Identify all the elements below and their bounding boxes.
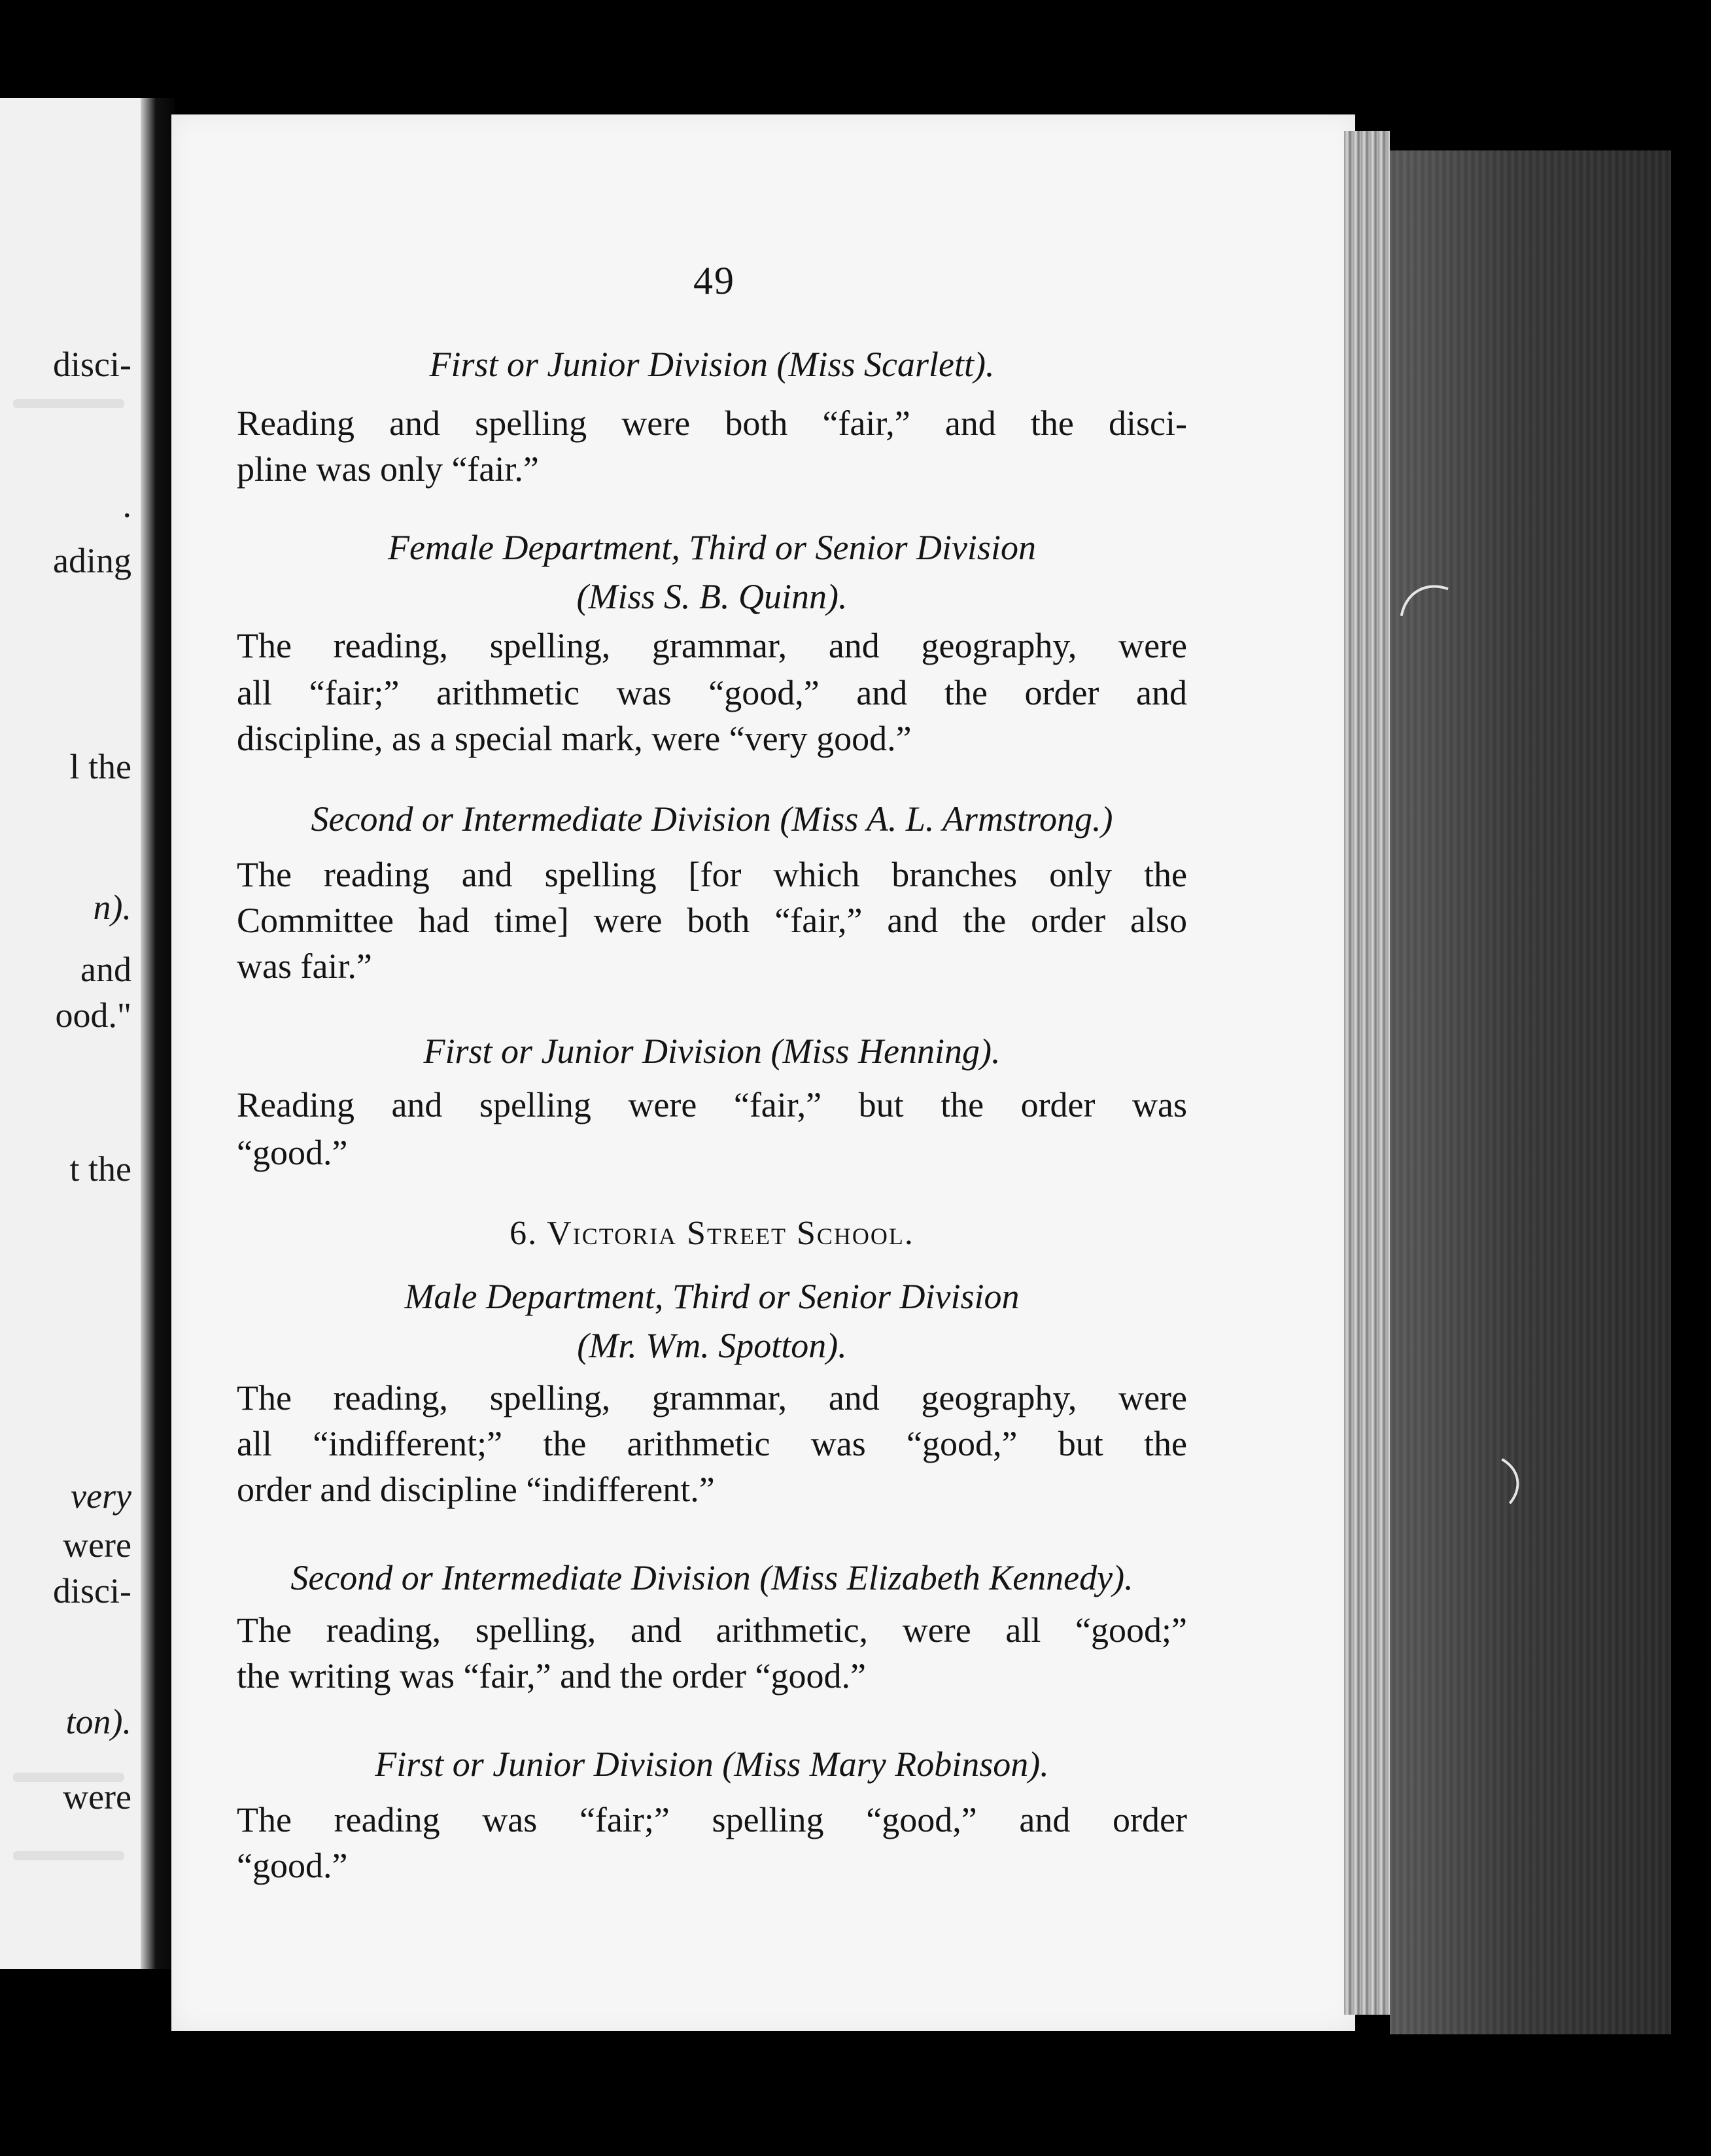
division-heading: Second or Intermediate Division (Miss Elizabeth Kennedy). — [290, 1558, 1133, 1597]
book-page — [171, 114, 1355, 2031]
cover-scratch — [1417, 1444, 1525, 1531]
left-page-fragment — [0, 98, 141, 1969]
paragraph-line: The reading and spelling [for which branches only the — [237, 855, 1187, 894]
bleed-through — [13, 399, 124, 408]
left-page-text-fragment: were — [63, 1777, 131, 1817]
left-page-text-fragment: t the — [69, 1149, 131, 1189]
page-number: 49 — [693, 259, 735, 302]
paragraph-line: discipline, as a special mark, were “very good.” — [237, 719, 912, 758]
left-page-text-fragment: n). — [93, 888, 131, 927]
paragraph-line: the writing was “fair,” and the order “good.” — [237, 1656, 866, 1695]
left-page-text-fragment: . — [122, 485, 131, 525]
page-fore-edge — [1344, 131, 1390, 2015]
left-page-text-fragment: very — [71, 1476, 131, 1516]
division-heading: Male Department, Third or Senior Division — [404, 1277, 1020, 1316]
bleed-through — [13, 1851, 124, 1860]
paragraph-line: all “indifferent;” the arithmetic was “good,” but the — [237, 1424, 1187, 1463]
paragraph-line: order and discipline “indifferent.” — [237, 1470, 715, 1509]
division-heading: (Mr. Wm. Spotton). — [577, 1326, 847, 1365]
paragraph-line: Committee had time] were both “fair,” and the order also — [237, 901, 1187, 940]
division-heading: First or Junior Division (Miss Mary Robinson). — [375, 1745, 1049, 1784]
left-page-text-fragment: l the — [69, 747, 131, 786]
division-heading: First or Junior Division (Miss Henning). — [423, 1032, 1001, 1071]
division-heading: First or Junior Division (Miss Scarlett). — [429, 345, 995, 384]
paragraph-line: The reading, spelling, grammar, and geography, were — [237, 626, 1187, 665]
division-heading: (Miss S. B. Quinn). — [576, 577, 848, 616]
cover-scratch — [1381, 568, 1509, 705]
left-page-text-fragment: disci- — [53, 1571, 131, 1610]
paragraph-line: Reading and spelling were both “fair,” and the disci- — [237, 404, 1187, 443]
paragraph-line: Reading and spelling were “fair,” but the order was — [237, 1085, 1187, 1124]
division-heading: Female Department, Third or Senior Division — [388, 528, 1036, 567]
paragraph-line: The reading, spelling, and arithmetic, were all “good;” — [237, 1610, 1187, 1650]
scan-speck — [1364, 78, 1373, 90]
left-page-text-fragment: and — [80, 950, 131, 989]
left-page-text-fragment: ton). — [65, 1702, 131, 1741]
page-gutter — [141, 98, 175, 1969]
section-heading: 6. Victoria Street School. — [510, 1215, 914, 1252]
paragraph-line: The reading, spelling, grammar, and geography, were — [237, 1378, 1187, 1417]
division-heading: Second or Intermediate Division (Miss A. L. Armstrong.) — [311, 799, 1113, 839]
paragraph-line: “good.” — [237, 1846, 348, 1885]
paragraph-line: all “fair;” arithmetic was “good,” and the order and — [237, 673, 1187, 712]
paragraph-line: “good.” — [237, 1133, 348, 1172]
left-page-text-fragment: disci- — [53, 345, 131, 384]
paragraph-line: The reading was “fair;” spelling “good,” and order — [237, 1800, 1187, 1839]
left-page-text-fragment: were — [63, 1525, 131, 1565]
left-page-text-fragment: ading — [53, 541, 131, 580]
left-page-text-fragment: ood." — [55, 996, 131, 1035]
paragraph-line: pline was only “fair.” — [237, 449, 539, 489]
book-cover — [1390, 150, 1671, 2034]
paragraph-line: was fair.” — [237, 947, 372, 986]
